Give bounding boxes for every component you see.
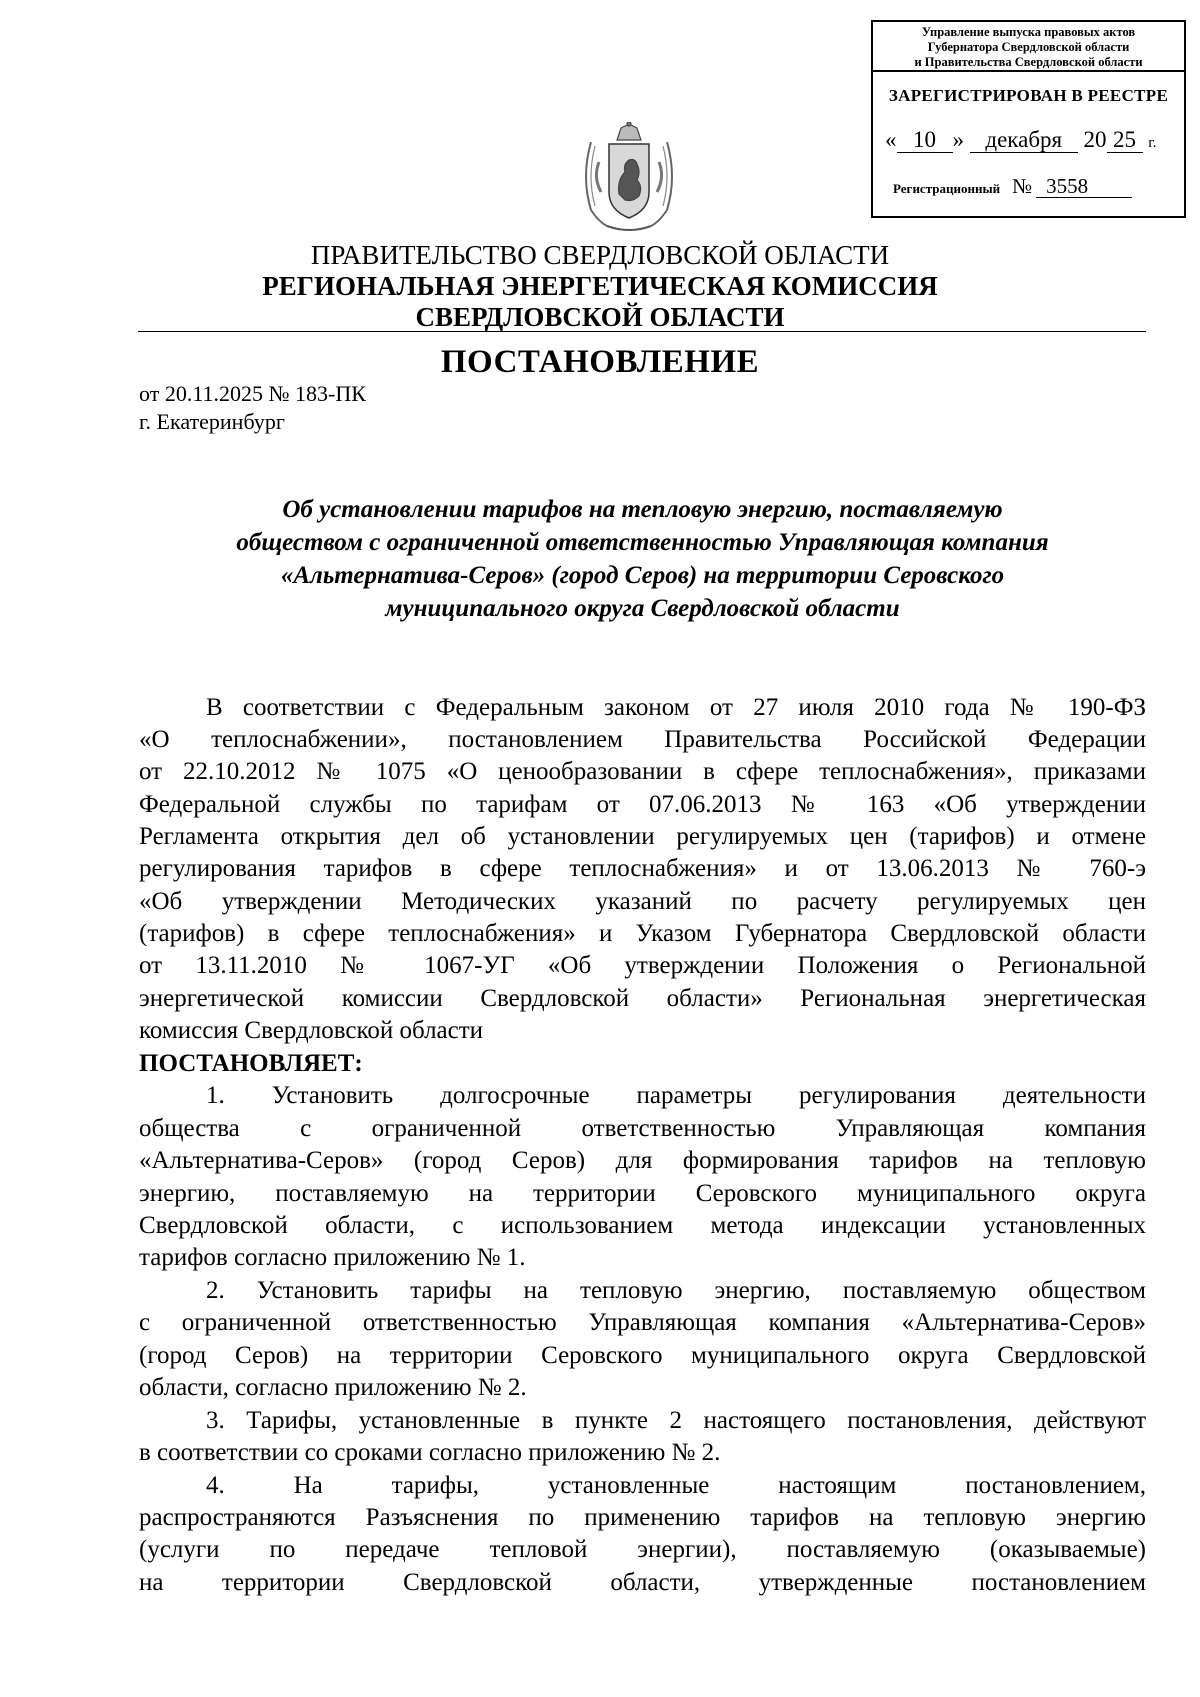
- header-divider: [138, 331, 1146, 332]
- preamble-line: «О теплоснабжении», постановлением Правительства Российской Федерации: [139, 726, 1146, 753]
- stamp-date-open-quote: «: [885, 127, 897, 152]
- item4-line: 4. На тарифы, установленные настоящим постановлением,: [206, 1472, 1146, 1499]
- preamble-line: Регламента открытия дел об установлении регулируемых цен (тарифов) и отмене: [139, 823, 1146, 850]
- item1-line: 1. Установить долгосрочные параметры регулирования деятельности: [206, 1082, 1146, 1109]
- subject-line: Об установлении тарифов на тепловую энергию, поставляемую: [282, 496, 1003, 523]
- government-name: ПРАВИТЕЛЬСТВО СВЕРДЛОВСКОЙ ОБЛАСТИ: [310, 240, 890, 270]
- document-type-title: ПОСТАНОВЛЕНИЕ: [440, 344, 760, 380]
- document-subject: [139, 493, 1146, 625]
- item4-line: распространяются Разъяснения по применению тарифов на тепловую энергию: [139, 1504, 1146, 1531]
- stamp-registered-label: ЗАРЕГИСТРИРОВАН В РЕЕСТРЕ: [888, 86, 1169, 105]
- item1-line: энергию, поставляемую на территории Серовского муниципального округа: [139, 1180, 1146, 1207]
- coat-of-arms-icon: [577, 122, 681, 236]
- stamp-header: [873, 22, 1184, 72]
- stamp-date: [885, 127, 1156, 153]
- stamp-reg-label: Регистрационный: [893, 181, 1001, 196]
- item2-line: с ограниченной ответственностью Управляющая компания «Альтернатива-Серов»: [139, 1309, 1146, 1336]
- item2-line: 2. Установить тарифы на тепловую энергию, поставляемую обществом: [206, 1277, 1146, 1304]
- preamble-line: энергетической комиссии Свердловской области» Региональная энергетическая: [139, 985, 1146, 1012]
- preamble-line: Федеральной службы по тарифам от 07.06.2013 № 163 «Об утверждении: [139, 791, 1146, 818]
- item2-line: области, согласно приложению № 2.: [139, 1374, 527, 1401]
- item1-line: общества с ограниченной ответственностью Управляющая компания: [139, 1115, 1146, 1142]
- stamp-registration-number: [893, 174, 1132, 199]
- document-date-number: от 20.11.2025 № 183-ПК: [139, 381, 366, 406]
- stamp-date-month: декабря: [970, 128, 1078, 153]
- subject-line: «Альтернатива-Серов» (город Серов) на территории Серовского: [280, 562, 1005, 589]
- subject-line: обществом с ограниченной ответственностью Управляющая компания: [236, 529, 1049, 556]
- decree-word: ПОСТАНОВЛЯЕТ:: [139, 1050, 363, 1077]
- document-city: г. Екатеринбург: [139, 409, 285, 434]
- stamp-date-year-unit: г.: [1148, 135, 1157, 151]
- stamp-header-line: и Правительства Свердловской области: [914, 55, 1143, 69]
- preamble-line: от 13.11.2010 № 1067-УГ «Об утверждении Положения о Региональной: [139, 952, 1146, 979]
- commission-name-line2: СВЕРДЛОВСКОЙ ОБЛАСТИ: [415, 302, 785, 332]
- stamp-header-line: Управление выпуска правовых актов: [921, 25, 1136, 39]
- stamp-reg-no-sign: №: [1012, 174, 1033, 198]
- preamble-line: регулирования тарифов в сфере теплоснабжения» и от 13.06.2013 № 760-э: [139, 855, 1146, 882]
- item4-line: (услуги по передаче тепловой энергии), поставляемую (оказываемые): [139, 1536, 1146, 1563]
- preamble-line: комиссия Свердловской области: [139, 1017, 484, 1044]
- item3-line: 3. Тарифы, установленные в пункте 2 настоящего постановления, действуют: [206, 1407, 1146, 1434]
- stamp-date-year-suffix: 25: [1107, 128, 1143, 153]
- preamble-line: «Об утверждении Методических указаний по расчету регулируемых цен: [139, 888, 1146, 915]
- stamp-header-line: Губернатора Свердловской области: [927, 40, 1130, 54]
- item2-line: (город Серов) на территории Серовского муниципального округа Свердловской: [139, 1342, 1146, 1369]
- stamp-date-year-prefix: 20: [1083, 127, 1107, 152]
- item1-line: Свердловской области, с использованием метода индексации установленных: [139, 1212, 1146, 1239]
- item4-line: на территории Свердловской области, утвержденные постановлением: [139, 1569, 1146, 1596]
- stamp-reg-number: 3558: [1036, 175, 1132, 198]
- item3-line: в соответствии со сроками согласно приложению № 2.: [139, 1439, 721, 1466]
- preamble-line: В соответствии с Федеральным законом от 27 июля 2010 года № 190-ФЗ: [206, 694, 1146, 721]
- subject-line: муниципального округа Свердловской области: [385, 595, 900, 622]
- preamble-line: (тарифов) в сфере теплоснабжения» и Указом Губернатора Свердловской области: [139, 920, 1146, 947]
- item1-line: тарифов согласно приложению № 1.: [139, 1244, 526, 1271]
- stamp-date-close-quote: »: [952, 127, 964, 152]
- commission-name-line1: РЕГИОНАЛЬНАЯ ЭНЕРГЕТИЧЕСКАЯ КОМИССИЯ: [262, 271, 938, 301]
- stamp-date-day: 10: [897, 128, 953, 153]
- preamble-line: от 22.10.2012 № 1075 «О ценообразовании в сфере теплоснабжения», приказами: [139, 758, 1146, 785]
- item1-line: «Альтернатива-Серов» (город Серов) для формирования тарифов на тепловую: [139, 1147, 1146, 1174]
- registration-stamp: [871, 20, 1186, 218]
